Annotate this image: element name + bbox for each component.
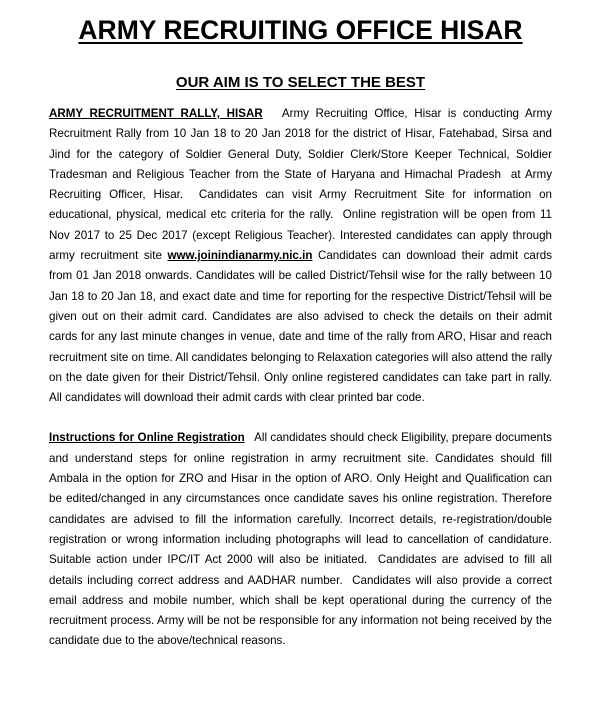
page-title <box>49 14 552 46</box>
page-subtitle <box>49 73 552 93</box>
page-subtitle-text: OUR AIM IS TO SELECT THE BEST <box>175 74 426 91</box>
document-page <box>0 14 602 703</box>
rally-text-before-link: Army Recruiting Office, Hisar is conducting Army Recruitment Rally from 10 Jan 18 to 20 Jan 2018 for the district of Hisar, Fatehabad, Sirsa and Jind for the category of Soldier General Duty, Soldier Clerk/Store Keeper Technical, Soldier Tradesman and Religious Teacher from the State of Haryana and Himachal Pradesh at Army Recruiting Officer, Hisar. Candidates can visit Army Recruitment Site for information on educational, physical, medical etc criteria for the rally. Online registration will be open from 11 Nov 2017 to 25 Dec 2017 (except Religious Teacher). Interested candidates can apply through army recruitment site <box>49 107 556 263</box>
recruitment-site-link[interactable]: www.joinindianarmy.nic.in <box>167 249 313 263</box>
rally-text-after-link: Candidates can download their admit cards from 01 Jan 2018 onwards. Candidates will be called District/Tehsil wise for the rally between 10 Jan 18 to 20 Jan 18, and exact date and time for reporting for the respective District/Tehsil will be given out on their admit card. Candidates are also advised to check the details on their admit cards for any last minute changes in venue, date and time of the rally from ARO, Hisar and reach recruitment site on time. All candidates belonging to Relaxation categories will also attend the rally on the date given for their District/Tehsil. Only online registered candidates can take part in rally. All candidates will download their admit cards with clear printed bar code. <box>49 249 552 405</box>
rally-heading: ARMY RECRUITMENT RALLY, HISAR <box>49 107 263 120</box>
rally-paragraph <box>49 104 556 408</box>
registration-text: All candidates should check Eligibility, prepare documents and understand steps for online registration in army recruitment site. Candidates should fill Ambala in the option for ZRO and Hisar in the option of ARO. Only Height and Qualification can be edited/changed in any circumstances once candidate saves his online registration. Therefore candidates are advised to fill the information carefully. Incorrect details, re-registration/double registration or wrong information including photographs will lead to cancellation of candidature. Suitable action under IPC/IT Act 2000 will also be initiated. Candidates are advised to fill all details including correct address and AADHAR number. Candidates will also provide a correct email address and mobile number, which shall be kept operational during the currency of the recruitment process. Army will be not be responsible for any information not being received by the candidate due to the above/technical reasons. <box>49 431 556 648</box>
registration-heading: Instructions for Online Registration <box>49 431 245 445</box>
page-title-text: ARMY RECRUITING OFFICE HISAR <box>78 15 523 45</box>
registration-paragraph <box>49 428 556 651</box>
